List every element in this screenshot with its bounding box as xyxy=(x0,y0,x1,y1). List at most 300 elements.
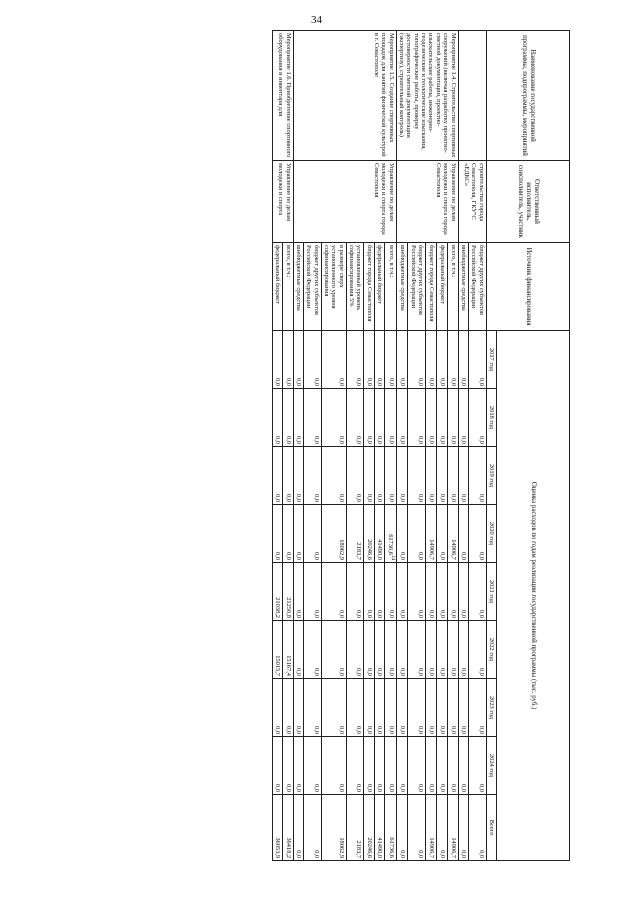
value-text: 0,0 xyxy=(398,610,406,618)
year-value-cell xyxy=(458,505,468,563)
year-value-cell xyxy=(303,505,321,563)
header-executor: Ответственный исполнитель, соисполнитель, участник xyxy=(486,161,569,243)
year-value-cell xyxy=(364,505,374,563)
value-text: 0,0 xyxy=(398,726,406,734)
value-text: 0,0 xyxy=(294,552,302,560)
year-value-cell xyxy=(283,331,293,389)
value-text: 0,0 xyxy=(376,668,384,676)
value-text: 0,0 xyxy=(284,494,292,502)
value-text: 0,0 xyxy=(365,668,373,676)
header-estimate: Оценка расходов по годам реализации государственной программы (тыс. руб.) xyxy=(497,331,570,861)
year-value-cell xyxy=(407,737,426,795)
rotated-table-wrapper xyxy=(90,30,570,860)
header-year: 2021 год xyxy=(486,563,496,621)
value-text: 0,0 xyxy=(449,494,457,502)
year-value-cell xyxy=(303,737,321,795)
year-value-cell xyxy=(385,331,396,389)
value-text: 0,0 xyxy=(438,668,446,676)
funding-source: в размере сверх установленного уровня софинансирования xyxy=(321,243,346,331)
value-text: 0,0 xyxy=(337,494,345,502)
year-value-cell xyxy=(321,737,346,795)
value-text: 0,0 xyxy=(438,494,446,502)
year-value-cell xyxy=(303,331,321,389)
value-text: 0,0 xyxy=(427,610,435,618)
measure-name: Мероприятие 1.6. Приобретение спортивного оборудования и инвентаря для xyxy=(272,31,293,161)
value-text: 0,0 xyxy=(376,726,384,734)
value-text: 0,0 xyxy=(376,610,384,618)
total-cell xyxy=(283,795,293,861)
year-value-cell xyxy=(385,737,396,795)
value-text: 0,0 xyxy=(417,552,425,560)
table-row xyxy=(385,31,396,861)
value-text: 0,0 xyxy=(477,494,485,502)
total-cell xyxy=(303,795,321,861)
year-value-cell xyxy=(374,563,384,621)
value-text: 0,0 xyxy=(274,784,282,792)
value-text: 0,0 xyxy=(294,850,302,859)
year-value-cell xyxy=(396,679,407,737)
year-value-cell xyxy=(303,679,321,737)
value-text: 0,0 xyxy=(417,378,425,386)
year-value-cell xyxy=(364,331,374,389)
year-value-cell xyxy=(272,505,282,563)
measure-name xyxy=(458,31,486,161)
year-value-cell xyxy=(321,563,346,621)
total-cell xyxy=(293,795,303,861)
value-text: 14906,7 xyxy=(427,837,435,859)
value-text: 0,0 xyxy=(294,726,302,734)
year-value-cell xyxy=(447,679,458,737)
value-text: 0,0 xyxy=(387,378,395,386)
year-value-cell xyxy=(293,389,303,447)
value-text: 0,0 xyxy=(312,552,320,560)
year-value-cell xyxy=(364,679,374,737)
value-text: 14906,7 xyxy=(449,837,457,859)
year-value-cell xyxy=(407,563,426,621)
value-text: 0,0 xyxy=(274,494,282,502)
year-value-cell xyxy=(293,447,303,505)
header-year: 2024 год xyxy=(486,737,496,795)
value-text: 0,0 xyxy=(337,668,345,676)
value-text: 0,0 xyxy=(294,784,302,792)
value-text: 0,0 xyxy=(337,726,345,734)
executor-cell: Управление по делам молодежи и спорта xyxy=(272,161,293,243)
value-text: 0,0 xyxy=(284,436,292,444)
year-value-cell xyxy=(283,737,293,795)
value-text: 0,0 xyxy=(355,668,363,676)
value-text: 18062,9 xyxy=(337,837,345,859)
value-text: 0,0 xyxy=(294,494,302,502)
value-text: 61736,6 xyxy=(387,837,395,859)
footnote-mark: 14 xyxy=(389,555,395,560)
value-text: 21038,2 xyxy=(274,597,282,618)
year-value-cell xyxy=(283,505,293,563)
value-text: 2183,7 xyxy=(355,542,363,560)
year-value-cell xyxy=(321,621,346,679)
value-text: 0,0 xyxy=(427,784,435,792)
value-text: 36418,2 xyxy=(284,837,292,859)
value-text: 0,0 xyxy=(417,436,425,444)
value-text: 0,0 xyxy=(387,784,395,792)
value-text: 0,0 xyxy=(438,378,446,386)
value-text: 0,0 xyxy=(337,436,345,444)
total-cell xyxy=(396,795,407,861)
value-text: 0,0 xyxy=(387,668,395,676)
year-value-cell xyxy=(458,389,468,447)
year-value-cell xyxy=(293,679,303,737)
value-text: 0,0 xyxy=(365,610,373,618)
year-value-cell xyxy=(346,621,364,679)
year-value-cell xyxy=(426,563,437,621)
value-text: 0,0 xyxy=(477,784,485,792)
value-text: 0,0 xyxy=(387,436,395,444)
value-text: 0,0 xyxy=(417,850,425,859)
funding-source: бюджет других субъектов Российской Федерации xyxy=(407,243,426,331)
year-value-cell xyxy=(436,679,447,737)
year-value-cell xyxy=(272,389,282,447)
value-text: 0,0 xyxy=(449,436,457,444)
year-value-cell xyxy=(364,563,374,621)
year-value-cell xyxy=(468,331,486,389)
expenditure-table xyxy=(272,30,570,861)
funding-source: всего, в т.ч.: xyxy=(447,243,458,331)
value-text: 0,0 xyxy=(312,668,320,676)
value-text: 0,0 xyxy=(449,378,457,386)
year-value-cell xyxy=(447,331,458,389)
value-text: 0,0 xyxy=(312,610,320,618)
year-value-cell xyxy=(458,447,468,505)
value-text: 0,0 xyxy=(376,494,384,502)
value-text: 0,0 xyxy=(398,784,406,792)
value-text: 0,0 xyxy=(459,850,467,859)
value-text: 0,0 xyxy=(387,610,395,618)
year-value-cell xyxy=(458,737,468,795)
funding-source: федеральный бюджет xyxy=(436,243,447,331)
value-text: 0,0 xyxy=(294,378,302,386)
year-value-cell xyxy=(468,447,486,505)
year-value-cell xyxy=(426,389,437,447)
year-value-cell xyxy=(283,563,293,621)
value-text: 0,0 xyxy=(376,436,384,444)
year-value-cell xyxy=(364,447,374,505)
value-text: 0,0 xyxy=(459,784,467,792)
executor-cell: строительства города Севастополя, ГКУ"С «ЕДКС» xyxy=(458,161,486,243)
value-text: 0,0 xyxy=(294,610,302,618)
value-text: 0,0 xyxy=(312,378,320,386)
year-value-cell xyxy=(407,389,426,447)
year-value-cell xyxy=(396,563,407,621)
year-value-cell xyxy=(321,447,346,505)
year-value-cell xyxy=(396,621,407,679)
funding-source: бюджет города Севастополя xyxy=(426,243,437,331)
total-cell xyxy=(407,795,426,861)
table-row xyxy=(283,31,293,861)
year-value-cell xyxy=(447,621,458,679)
value-text: 20246,6 xyxy=(365,539,373,560)
year-value-cell xyxy=(321,389,346,447)
measure-name: Мероприятие 1.5. Создание спортивных площадок для занятий физической культурой в г. Севастополе xyxy=(293,31,396,161)
value-text: 0,0 xyxy=(312,436,320,444)
funding-source: федеральный бюджет xyxy=(374,243,384,331)
value-text: 0,0 xyxy=(459,726,467,734)
year-value-cell xyxy=(426,331,437,389)
year-value-cell xyxy=(346,679,364,737)
value-text: 0,0 xyxy=(477,436,485,444)
value-text: 0,0 xyxy=(365,494,373,502)
total-cell xyxy=(426,795,437,861)
year-value-cell xyxy=(283,447,293,505)
value-text: 0,0 xyxy=(284,726,292,734)
year-value-cell xyxy=(396,389,407,447)
value-text: 0,0 xyxy=(398,494,406,502)
year-value-cell xyxy=(374,621,384,679)
year-value-cell xyxy=(396,447,407,505)
year-value-cell xyxy=(385,505,396,563)
executor-cell: Управление по делам молодежи и спорта города Севастополя xyxy=(293,161,396,243)
value-text: 0,0 xyxy=(417,610,425,618)
value-text: 0,0 xyxy=(274,552,282,560)
value-text: 0,0 xyxy=(337,610,345,618)
header-total: Всего xyxy=(486,795,496,861)
value-text: 0,0 xyxy=(449,610,457,618)
year-value-cell xyxy=(346,505,364,563)
year-value-cell xyxy=(321,505,346,563)
year-value-cell xyxy=(447,563,458,621)
header-year: 2019 год xyxy=(486,447,496,505)
value-text: 0,0 xyxy=(438,610,446,618)
year-value-cell xyxy=(385,563,396,621)
value-text: 0,0 xyxy=(459,436,467,444)
year-value-cell xyxy=(426,505,437,563)
value-text: 0,0 xyxy=(477,378,485,386)
header-year: 2023 год xyxy=(486,679,496,737)
table-body xyxy=(272,31,486,861)
value-text: 0,0 xyxy=(427,494,435,502)
total-cell xyxy=(321,795,346,861)
value-text: 0,0 xyxy=(312,850,320,859)
year-value-cell xyxy=(364,621,374,679)
value-text: 0,0 xyxy=(427,378,435,386)
year-value-cell xyxy=(468,737,486,795)
funding-source: бюджет других субъектов Российской Федерации xyxy=(303,243,321,331)
year-value-cell xyxy=(364,737,374,795)
year-value-cell xyxy=(293,737,303,795)
year-value-cell xyxy=(458,331,468,389)
year-value-cell xyxy=(321,331,346,389)
funding-source: бюджет города Севастополя xyxy=(364,243,374,331)
value-text: 0,0 xyxy=(477,850,485,859)
value-text: 0,0 xyxy=(427,436,435,444)
value-text: 0,0 xyxy=(355,494,363,502)
year-value-cell xyxy=(468,505,486,563)
year-value-cell xyxy=(396,737,407,795)
total-cell xyxy=(458,795,468,861)
year-value-cell xyxy=(458,563,468,621)
value-text: 0,0 xyxy=(365,378,373,386)
year-value-cell xyxy=(303,447,321,505)
value-text: 0,0 xyxy=(459,610,467,618)
value-text: 0,0 xyxy=(274,436,282,444)
value-text: 0,0 xyxy=(312,726,320,734)
year-value-cell xyxy=(396,331,407,389)
value-text: 0,0 xyxy=(337,784,345,792)
year-value-cell xyxy=(426,621,437,679)
year-value-cell xyxy=(346,447,364,505)
value-text: 0,0 xyxy=(312,784,320,792)
value-text: 0,0 xyxy=(449,784,457,792)
year-value-cell xyxy=(272,621,282,679)
total-cell xyxy=(468,795,486,861)
header-year: 2017 год xyxy=(486,331,496,389)
value-text: 0,0 xyxy=(355,610,363,618)
value-text: 21250,8 xyxy=(284,597,292,618)
header-name: Наименование государственной программы, подпрограммы, мероприятий xyxy=(486,31,569,161)
header-source: Источник финансирования xyxy=(486,243,569,331)
year-value-cell xyxy=(385,389,396,447)
page-number: 34 xyxy=(311,14,322,26)
value-text: 15167,4 xyxy=(284,655,292,676)
year-value-cell xyxy=(407,505,426,563)
year-value-cell xyxy=(468,389,486,447)
total-cell xyxy=(385,795,396,861)
year-value-cell xyxy=(346,737,364,795)
funding-source: бюджет других субъектов Российской Федерации xyxy=(468,243,486,331)
value-text: 0,0 xyxy=(284,552,292,560)
funding-source: внебюджетные средства xyxy=(396,243,407,331)
value-text: 0,0 xyxy=(398,850,406,859)
value-text: 0,0 xyxy=(459,378,467,386)
year-value-cell xyxy=(407,679,426,737)
table-row xyxy=(447,31,458,861)
year-value-cell xyxy=(458,621,468,679)
total-cell xyxy=(364,795,374,861)
funding-source: федеральный бюджет xyxy=(272,243,282,331)
value-text: 0,0 xyxy=(459,552,467,560)
value-text: 0,0 xyxy=(355,378,363,386)
header-year: 2020 год xyxy=(486,505,496,563)
year-value-cell xyxy=(468,563,486,621)
year-value-cell xyxy=(458,679,468,737)
year-value-cell xyxy=(436,505,447,563)
year-value-cell xyxy=(303,389,321,447)
value-text: 0,0 xyxy=(387,726,395,734)
year-value-cell xyxy=(436,737,447,795)
year-value-cell xyxy=(407,331,426,389)
year-value-cell xyxy=(447,737,458,795)
value-text: 0,0 xyxy=(284,784,292,792)
year-value-cell xyxy=(468,621,486,679)
value-text: 41490,0 xyxy=(376,539,384,560)
value-text: 0,0 xyxy=(449,726,457,734)
value-text: 0,0 xyxy=(284,378,292,386)
value-text: 0,0 xyxy=(337,378,345,386)
year-value-cell xyxy=(447,389,458,447)
year-value-cell xyxy=(426,679,437,737)
year-value-cell xyxy=(436,563,447,621)
year-value-cell xyxy=(407,447,426,505)
value-text: 0,0 xyxy=(398,436,406,444)
year-value-cell xyxy=(447,505,458,563)
year-value-cell xyxy=(293,505,303,563)
year-value-cell xyxy=(303,563,321,621)
year-value-cell xyxy=(396,505,407,563)
total-cell xyxy=(436,795,447,861)
year-value-cell xyxy=(385,447,396,505)
value-text: 0,0 xyxy=(274,378,282,386)
year-value-cell xyxy=(272,563,282,621)
year-value-cell xyxy=(283,679,293,737)
value-text: 18062,9 xyxy=(337,539,345,560)
value-text: 0,0 xyxy=(459,668,467,676)
total-cell xyxy=(346,795,364,861)
year-value-cell xyxy=(346,331,364,389)
value-text: 0,0 xyxy=(477,668,485,676)
value-text: 2183,7 xyxy=(355,840,363,859)
year-value-cell xyxy=(374,505,384,563)
year-value-cell xyxy=(385,679,396,737)
value-text: 0,0 xyxy=(365,784,373,792)
year-value-cell xyxy=(272,737,282,795)
year-value-cell xyxy=(468,679,486,737)
value-text: 0,0 xyxy=(438,850,446,859)
year-value-cell xyxy=(436,621,447,679)
year-value-cell xyxy=(293,331,303,389)
value-text: 0,0 xyxy=(438,784,446,792)
executor-cell: Управление по делам молодежи и спорта города Севастополя xyxy=(396,161,458,243)
value-text: 0,0 xyxy=(417,494,425,502)
year-value-cell xyxy=(364,389,374,447)
year-value-cell xyxy=(426,737,437,795)
value-text: 61736,6 xyxy=(386,534,394,555)
year-value-cell xyxy=(293,563,303,621)
value-text: 15015,7 xyxy=(274,655,282,676)
value-text: 0,0 xyxy=(355,436,363,444)
year-value-cell xyxy=(374,389,384,447)
value-text: 0,0 xyxy=(398,552,406,560)
value-text: 0,0 xyxy=(398,378,406,386)
year-value-cell xyxy=(407,621,426,679)
value-text: 36053,9 xyxy=(274,837,282,859)
value-text: 0,0 xyxy=(376,378,384,386)
value-text: 0,0 xyxy=(477,552,485,560)
year-value-cell xyxy=(346,389,364,447)
year-value-cell xyxy=(436,389,447,447)
year-value-cell xyxy=(346,563,364,621)
value-text: 0,0 xyxy=(355,784,363,792)
header-year: 2022 год xyxy=(486,621,496,679)
year-value-cell xyxy=(436,331,447,389)
year-value-cell xyxy=(385,621,396,679)
value-text: 0,0 xyxy=(312,494,320,502)
year-value-cell xyxy=(374,679,384,737)
year-value-cell xyxy=(283,621,293,679)
year-value-cell xyxy=(321,679,346,737)
year-value-cell xyxy=(374,331,384,389)
value-text: 41490,0 xyxy=(376,837,384,859)
value-text: 0,0 xyxy=(459,494,467,502)
value-text: 0,0 xyxy=(427,726,435,734)
year-value-cell xyxy=(272,331,282,389)
year-value-cell xyxy=(272,447,282,505)
year-value-cell xyxy=(374,737,384,795)
header-row-1 xyxy=(497,31,570,861)
funding-source: внебюджетные средства xyxy=(458,243,468,331)
value-text: 0,0 xyxy=(274,726,282,734)
funding-source: установленный уровень софинансирования 5% xyxy=(346,243,364,331)
value-text: 0,0 xyxy=(438,552,446,560)
year-value-cell xyxy=(293,621,303,679)
total-cell xyxy=(374,795,384,861)
